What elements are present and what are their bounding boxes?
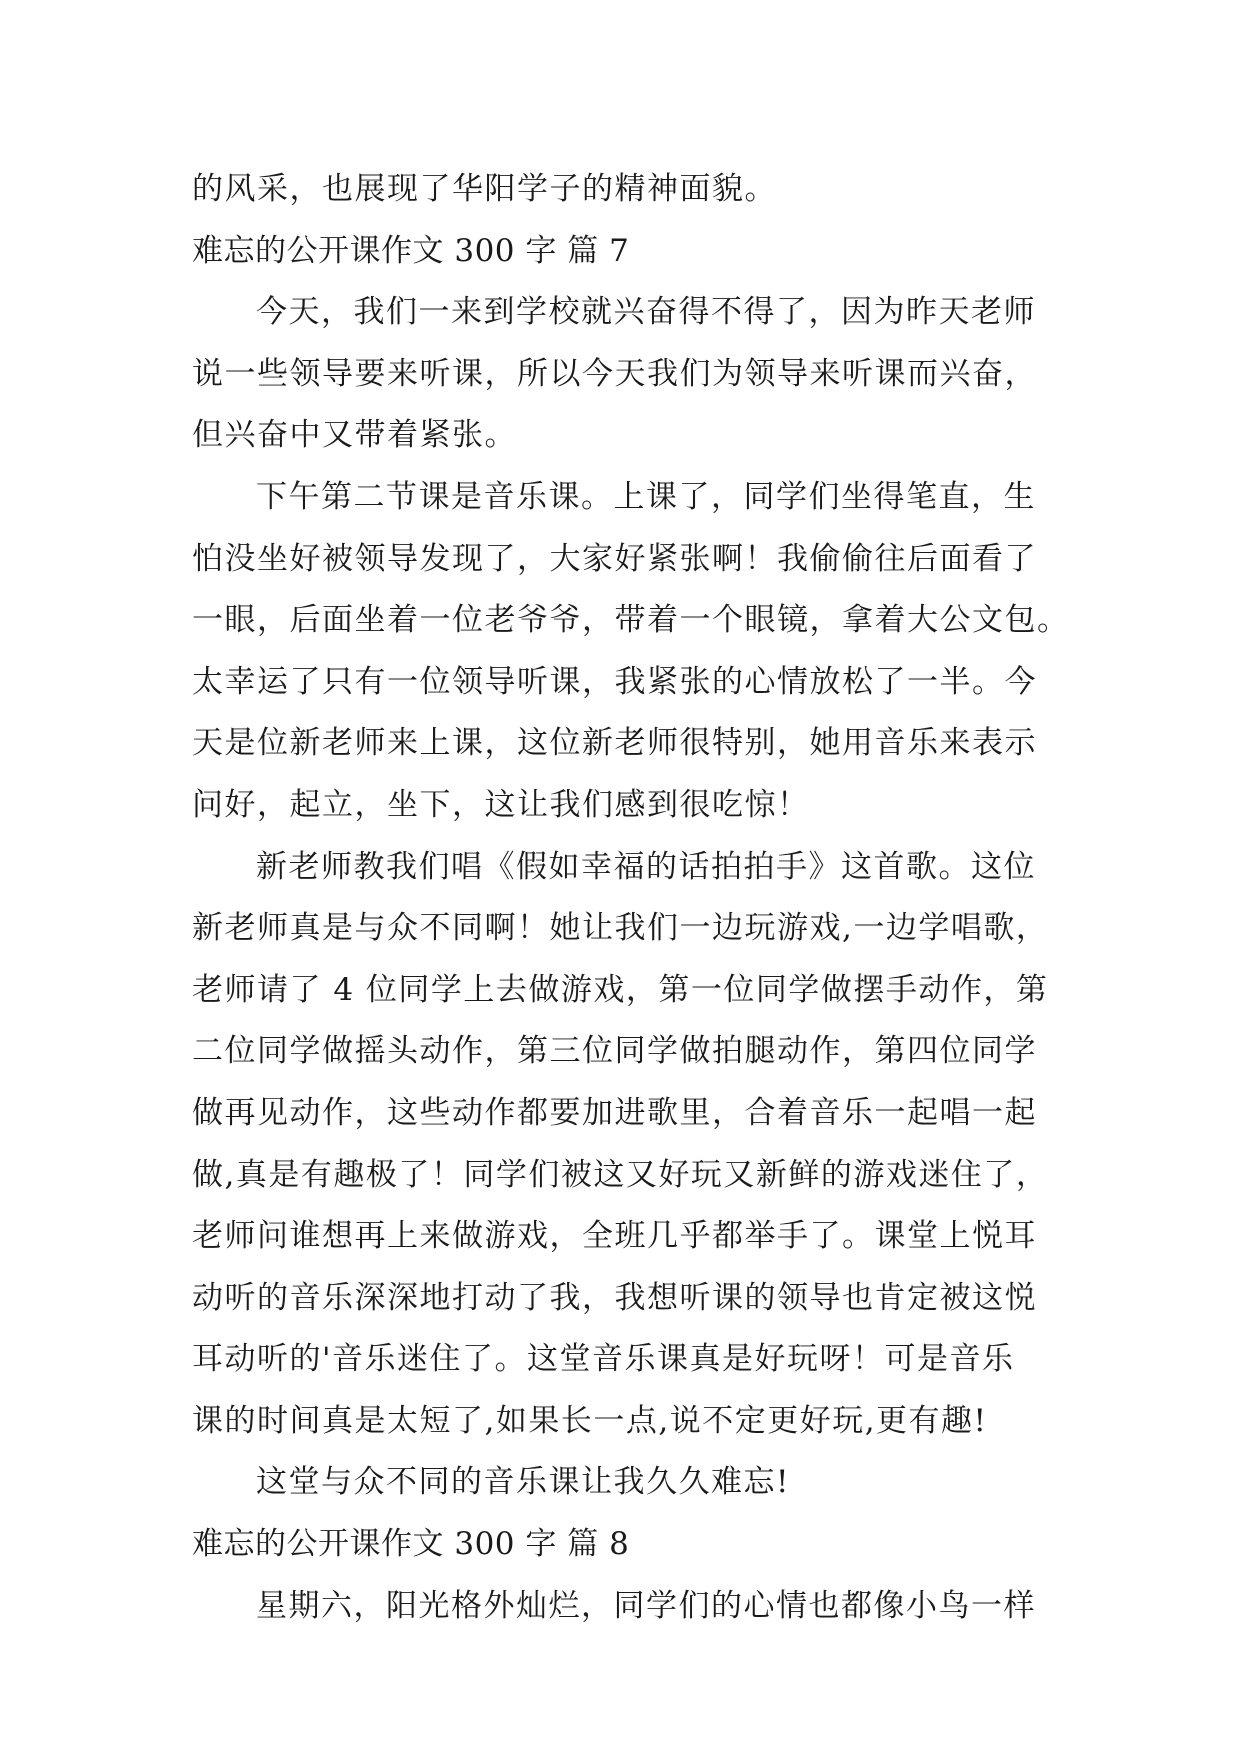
paragraph-first-line: 星期六，阳光格外灿烂，同学们的心情也都像小鸟一样 xyxy=(256,1587,1036,1624)
paragraph-line: 的风采，也展现了华阳学子的精神面貌。 xyxy=(192,171,777,207)
paragraph-line: 老师请了 4 位同学上去做游戏，第一位同学做摆手动作，第 xyxy=(192,971,1049,1008)
paragraph-line: 动听的音乐深深地打动了我，我想听课的领导也肯定被这悦 xyxy=(192,1279,1037,1316)
paragraph-line: 做,真是有趣极了！同学们被这又好玩又新鲜的游戏迷住了， xyxy=(192,1156,1049,1193)
paragraph-line: 做再见动作，这些动作都要加进歌里，合着音乐一起唱一起 xyxy=(192,1094,1037,1131)
section-heading: 难忘的公开课作文 300 字 篇 7 xyxy=(192,232,630,269)
section-heading: 难忘的公开课作文 300 字 篇 8 xyxy=(192,1526,630,1563)
paragraph-line: 怕没坐好被领导发现了，大家好紧张啊！我偷偷往后面看了 xyxy=(192,540,1037,577)
paragraph-first-line: 这堂与众不同的音乐课让我久久难忘! xyxy=(256,1464,790,1501)
paragraph-line: 二位同学做摇头动作，第三位同学做拍腿动作，第四位同学 xyxy=(192,1033,1037,1070)
paragraph-line: 耳动听的'音乐迷住了。这堂音乐课真是好玩呀！可是音乐 xyxy=(192,1341,1015,1378)
document-body xyxy=(192,159,1070,1637)
paragraph-first-line: 今天，我们一来到学校就兴奋得不得了，因为昨天老师 xyxy=(256,294,1036,331)
paragraph-line: 问好，起立，坐下，这让我们感到很吃惊！ xyxy=(192,786,810,823)
paragraph-line: 老师问谁想再上来做游戏，全班几乎都举手了。课堂上悦耳 xyxy=(192,1218,1037,1255)
paragraph-first-line: 下午第二节课是音乐课。上课了，同学们坐得笔直，生 xyxy=(256,478,1036,515)
paragraph-line: 课的时间真是太短了,如果长一点,说不定更好玩,更有趣! xyxy=(192,1402,988,1439)
paragraph-line: 但兴奋中又带着紧张。 xyxy=(192,417,517,454)
paragraph-line: 新老师真是与众不同啊！她让我们一边玩游戏,一边学唱歌， xyxy=(192,910,1049,947)
paragraph-line: 天是位新老师来上课，这位新老师很特别，她用音乐来表示 xyxy=(192,725,1037,762)
paragraph-line: 一眼，后面坐着一位老爷爷，带着一个眼镜，拿着大公文包。 xyxy=(192,602,1070,639)
paragraph-line: 太幸运了只有一位领导听课，我紧张的心情放松了一半。今 xyxy=(192,663,1037,700)
paragraph-line: 说一些领导要来听课，所以今天我们为领导来听课而兴奋， xyxy=(192,355,1037,392)
paragraph-first-line: 新老师教我们唱《假如幸福的话拍拍手》这首歌。这位 xyxy=(256,848,1036,885)
